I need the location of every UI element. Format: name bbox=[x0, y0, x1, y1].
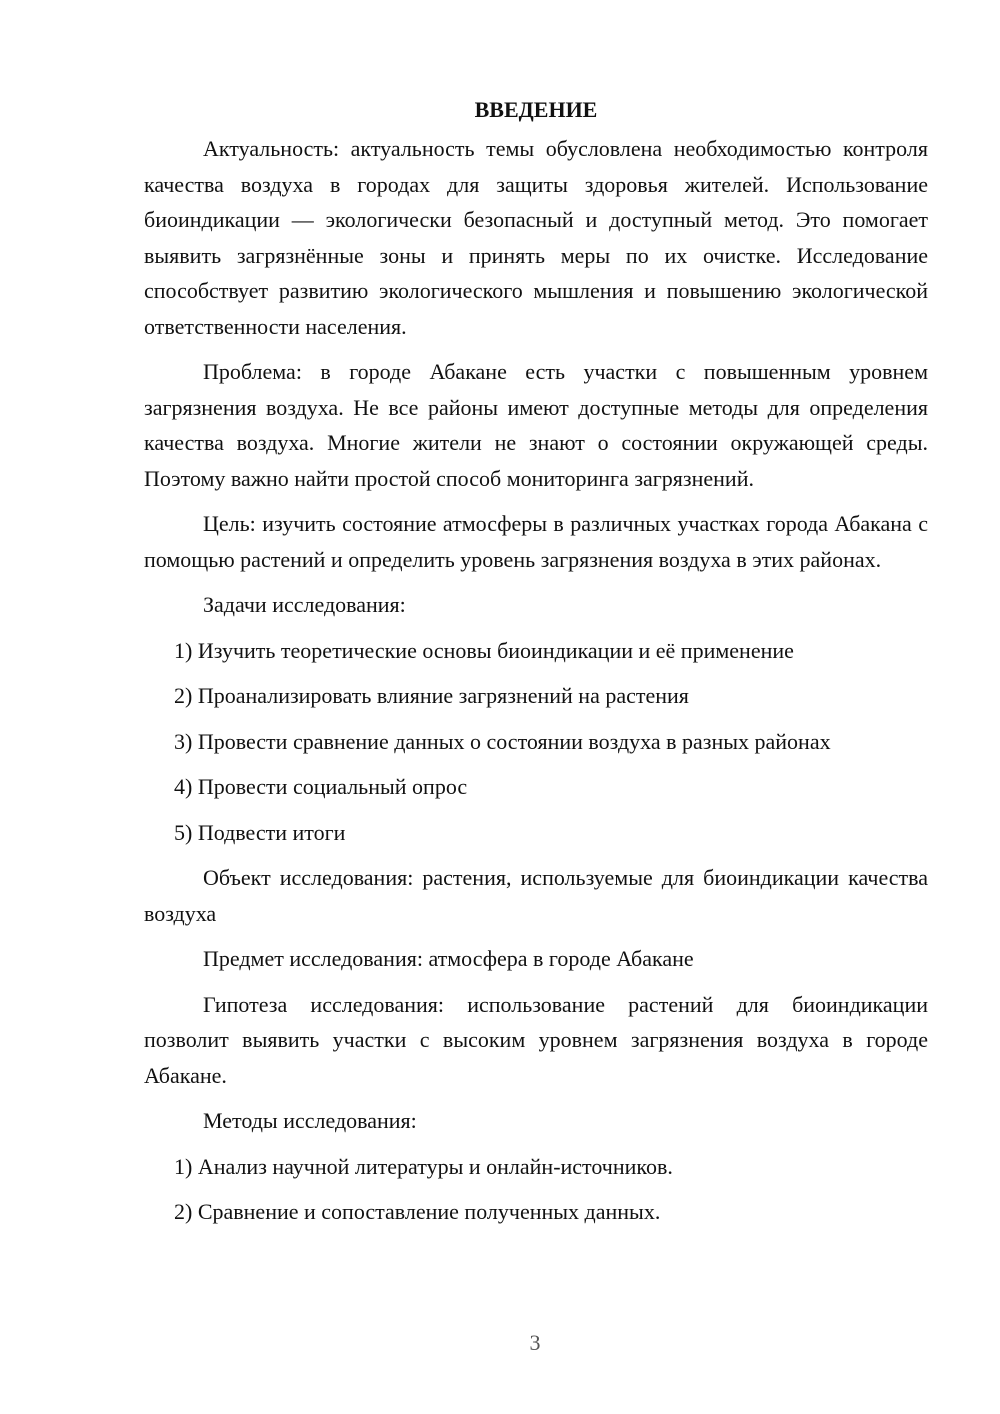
task-item-3: 3) Провести сравнение данных о состоянии воздуха в разных районах bbox=[174, 728, 831, 754]
document-body bbox=[144, 92, 928, 1240]
paragraph-object: Объект исследования: растения, используемые для биоиндикации качества воздуха bbox=[144, 865, 928, 926]
task-item-4: 4) Провести социальный опрос bbox=[174, 774, 468, 799]
paragraph-hypothesis: Гипотеза исследования: использование растений для биоиндикации позволит выявить участки с высоким уровнем загрязнения воздуха в городе Абакане. bbox=[144, 991, 928, 1088]
paragraph-subject: Предмет исследования: атмосфера в городе Абакане bbox=[203, 946, 694, 971]
method-item-1: 1) Анализ научной литературы и онлайн-источников. bbox=[174, 1153, 673, 1179]
task-item-1: 1) Изучить теоретические основы биоиндикации и её применение bbox=[174, 637, 794, 663]
methods-heading: Методы исследования: bbox=[203, 1108, 417, 1133]
page-title: ВВЕДЕНИЕ bbox=[474, 97, 598, 122]
paragraph-relevance: Актуальность: актуальность темы обусловлена необходимостью контроля качества воздуха в городах для защиты здоровья жителей. Использование биоиндикации — экологически безопасный и доступный метод. Это помогает выявить загрязнённые зоны и принять меры по их очистке. Исследование способствует развитию экологического мышления и повышению экологической ответственности населения. bbox=[144, 136, 928, 339]
paragraph-goal: Цель: изучить состояние атмосферы в различных участках города Абакана с помощью растений и определить уровень загрязнения воздуха в этих районах. bbox=[144, 511, 928, 572]
paragraph-problem: Проблема: в городе Абакане есть участки с повышенным уровнем загрязнения воздуха. Не все районы имеют доступные методы для определения качества воздуха. Многие жители не знают о состоянии окружающей среды. Поэтому важно найти простой способ мониторинга загрязнений. bbox=[144, 359, 928, 491]
task-item-2: 2) Проанализировать влияние загрязнений на растения bbox=[174, 683, 689, 708]
page-number: 3 bbox=[529, 1330, 541, 1355]
method-item-2: 2) Сравнение и сопоставление полученных данных. bbox=[174, 1199, 661, 1224]
tasks-heading: Задачи исследования: bbox=[203, 592, 406, 617]
task-item-5: 5) Подвести итоги bbox=[174, 819, 346, 845]
